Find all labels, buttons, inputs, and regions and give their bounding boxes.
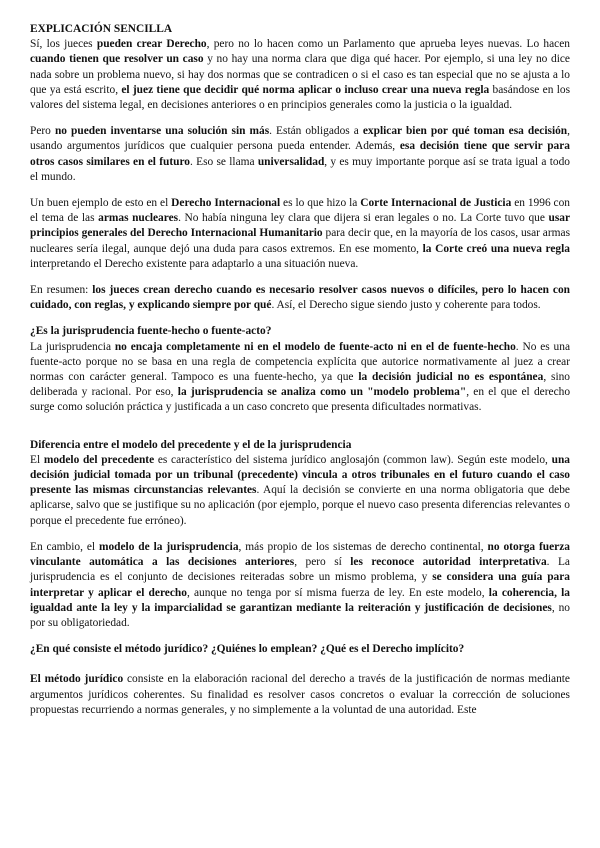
paragraph: La jurisprudencia no encaja completamente ni en el modelo de fuente-acto ni en el de fuente-hecho. No es una fuente-acto porque no se basa en una regla de competencia explícita que autorice normativamente al juez a crear normas con carácter general. Tampoco es una fuente-hecho, ya que la decisión judicial no es espontánea, sino deliberada y racional. Por eso, la jurisprudencia se analiza como un "modelo problema", en el que el derecho surge como solución práctica y justificada a un caso concreto que presenta dificultades normativas. [30, 340, 571, 414]
section-precedente-jurisprudencia [30, 438, 570, 631]
bold-emphasis: armas nucleares [98, 212, 179, 225]
bold-emphasis: explicar bien por qué toman esa decisión [362, 125, 568, 138]
bold-emphasis: se considera una guía para interpretar y aplicar el derecho [30, 571, 570, 599]
paragraph: Pero no pueden inventarse una solución sin más. Están obligados a explicar bien por qué toman esa decisión, usando argumentos jurídicos que cualquier persona pueda entender. Además, esa decisión tiene que servir para otros casos similares en el futuro. Eso se llama universalidad, y es muy importante porque así se trata igual a todo el mundo. [30, 125, 570, 183]
paragraph: En cambio, el modelo de la jurisprudencia, más propio de los sistemas de derecho continental, no otorga fuerza vinculante automática a las decisiones anteriores, pero sí les reconoce autoridad interpretativa. La jurisprudencia es el conjunto de decisiones reiteradas sobre un mismo problema, y se considera una guía para interpretar y aplicar el derecho, aunque no tenga por sí misma fuerza de ley. En este modelo, la coherencia, la igualdad ante la ley y la imparcialidad se garantizan mediante la reiteración y justificación de decisiones, no por su obligatoriedad. [30, 540, 570, 629]
paragraph: El método jurídico consiste en la elaboración racional del derecho a través de la justificación de normas mediante argumentos jurídicos coherentes. Su finalidad es resolver casos concretos o evaluar la corrección de soluciones propuestas recurriendo a normas generales, y no simplemente a la voluntad de una autoridad. Este [30, 673, 570, 716]
bold-emphasis: la Corte creó una nueva regla [422, 242, 570, 255]
bold-emphasis: los jueces crean derecho cuando es necesario resolver casos nuevos o difíciles, pero lo hacen con cuidado, con reglas, y explicando siempre por qué [30, 284, 570, 312]
bold-emphasis: esa decisión tiene que servir para otros casos similares en el futuro [30, 140, 570, 168]
bold-emphasis: les reconoce autoridad interpretativa [350, 556, 547, 569]
bold-emphasis: la decisión judicial no es espontánea [358, 371, 544, 384]
bold-emphasis: una decisión judicial tomada por un tribunal (precedente) vincula a otros tribunales en el futuro cuando el caso presente las mismas circunstancias relevantes [30, 453, 570, 497]
section-heading: ¿Es la jurisprudencia fuente-hecho o fuente-acto? [30, 325, 272, 338]
bold-emphasis: modelo del precedente [43, 453, 155, 466]
bold-emphasis: no otorga fuerza vinculante automática a las decisiones anteriores [30, 540, 570, 569]
bold-emphasis: El método jurídico [30, 673, 124, 686]
section-metodo-juridico [30, 642, 570, 718]
bold-emphasis: pueden crear Derecho [96, 38, 207, 51]
bold-emphasis: el juez tiene que decidir qué norma aplicar o incluso crear una nueva regla [121, 83, 490, 96]
bold-emphasis: universalidad [257, 155, 325, 168]
section-heading: EXPLICACIÓN SENCILLA [30, 23, 173, 35]
section-fuente-hecho-acto [30, 324, 570, 415]
bold-emphasis: Derecho Internacional [171, 197, 281, 210]
bold-emphasis: no encaja completamente ni en el modelo de fuente-acto ni en el de fuente-hecho [114, 340, 516, 353]
paragraph: Un buen ejemplo de esto en el Derecho Internacional es lo que hizo la Corte Internacional de Justicia en 1996 con el tema de las armas nucleares. No había ninguna ley clara que dijera si eran legales o no. La Corte tuvo que usar principios generales del Derecho Internacional Humanitario para decir que, en la mayoría de los casos, usar armas nucleares sería ilegal, aunque dejó una duda para casos extremos. En ese momento, la Corte creó una nueva regla interpretando el Derecho existente para adaptarlo a una situación nueva. [30, 197, 571, 270]
paragraph: Sí, los jueces pueden crear Derecho, pero no lo hacen como un Parlamento que aprueba leyes nuevas. Lo hacen cuando tienen que resolver un caso y no hay una norma clara que diga qué hacer. Por ejemplo, si una ley no dice nada sobre un problema nuevo, si hay dos normas que se contradicen o si el caso es tan especial que no se ajusta a lo que ya está escrito, el juez tiene que decidir qué norma aplicar o incluso crear una nueva regla basándose en los valores del sistema legal, en decisiones anteriores o en principios generales como la justicia o la igualdad. [30, 38, 571, 112]
section-heading: Diferencia entre el modelo del precedente y el de la jurisprudencia [30, 438, 352, 451]
bold-emphasis: modelo de la jurisprudencia [98, 540, 239, 553]
bold-emphasis: la jurisprudencia se analiza como un "modelo problema" [177, 386, 467, 399]
bold-emphasis: cuando tienen que resolver un caso [30, 53, 204, 66]
bold-emphasis: la coherencia, la igualdad ante la ley y la imparcialidad se garantizan mediante la reiteración y justificación de decisiones [30, 586, 570, 614]
section-heading: ¿En qué consiste el método jurídico? ¿Quiénes lo emplean? ¿Qué es el Derecho implícito? [30, 643, 465, 656]
section-explicacion-sencilla [30, 22, 570, 313]
paragraph: El modelo del precedente es característico del sistema jurídico anglosajón (common law). Según este modelo, una decisión judicial tomada por un tribunal (precedente) vincula a otros tribunales en el futuro cuando el caso presente las mismas circunstancias relevantes. Aquí la decisión se convierte en una norma obligatoria que debe aplicarse, salvo que se justifique su no aplicación (por ejemplo, porque el nuevo caso presenta diferencias relevantes o porque el precedente fue erróneo). [30, 453, 570, 527]
bold-emphasis: usar principios generales del Derecho Internacional Humanitario [30, 212, 571, 240]
paragraph: En resumen: los jueces crean derecho cuando es necesario resolver casos nuevos o difíciles, pero lo hacen con cuidado, con reglas, y explicando siempre por qué. Así, el Derecho sigue siendo justo y coherente para todos. [30, 284, 570, 312]
bold-emphasis: no pueden inventarse una solución sin más [54, 125, 270, 138]
bold-emphasis: Corte Internacional de Justicia [360, 197, 512, 210]
